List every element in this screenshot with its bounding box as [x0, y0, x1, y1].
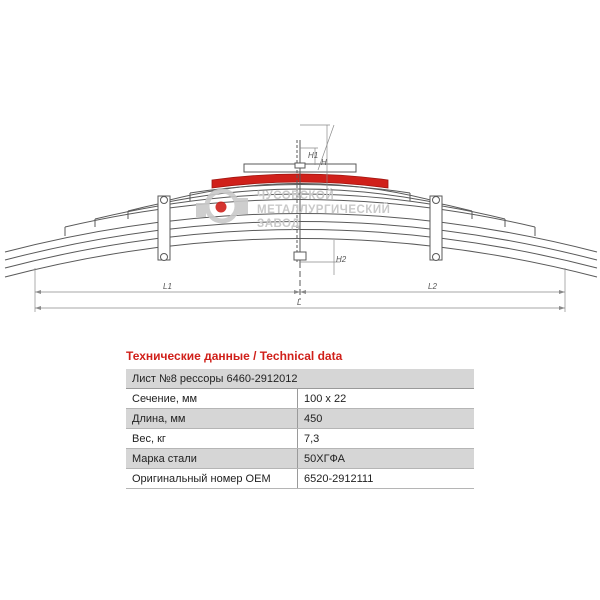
specs-table: [126, 369, 474, 489]
dim-label-h2: H2: [336, 255, 347, 264]
clamp-left-bolt-top: [161, 197, 168, 204]
center-nut-top: [295, 163, 305, 168]
center-nut-bottom: [294, 252, 306, 260]
spec-label: Длина, мм: [126, 409, 298, 429]
specs-header-row: [126, 369, 474, 389]
spec-value: 450: [298, 409, 475, 429]
spec-label: Марка стали: [126, 449, 298, 469]
dim-label-l1: L1: [163, 282, 172, 291]
spec-value: 50ХГФА: [298, 449, 475, 469]
dim-label-h1: H1: [308, 151, 319, 160]
table-row: [126, 429, 474, 449]
clamp-right-bolt-top: [433, 197, 440, 204]
table-row: [126, 469, 474, 489]
specs-title: Технические данные / Technical data: [126, 349, 343, 363]
spec-value: 7,3: [298, 429, 475, 449]
spring-leaf-1: [5, 214, 597, 253]
spec-label: Вес, кг: [126, 429, 298, 449]
spec-label: Оригинальный номер OEM: [126, 469, 298, 489]
clamp-left-bolt-bottom: [161, 254, 168, 261]
table-row: [126, 449, 474, 469]
watermark-line-1: ЧУСОВСКОЙ: [257, 190, 335, 202]
spec-label: Сечение, мм: [126, 389, 298, 409]
clamp-right: [430, 196, 442, 260]
dim-label-l2: L2: [428, 282, 437, 291]
dim-label-l: L: [297, 298, 302, 307]
watermark-line-2: МЕТАЛЛУРГИЧЕСКИЙ: [257, 204, 391, 216]
spec-value: 6520-2912111: [298, 469, 475, 489]
table-row: [126, 409, 474, 429]
spec-value: 100 x 22: [298, 389, 475, 409]
clamp-left: [158, 196, 170, 260]
logo-red-dot: [216, 202, 227, 213]
specs-header-cell: Лист №8 рессоры 6460-2912012: [126, 369, 474, 389]
watermark-line-3: ЗАВОД: [257, 218, 301, 230]
table-row: [126, 389, 474, 409]
dim-label-h: H: [321, 158, 327, 167]
clamp-right-bolt-bottom: [433, 254, 440, 261]
